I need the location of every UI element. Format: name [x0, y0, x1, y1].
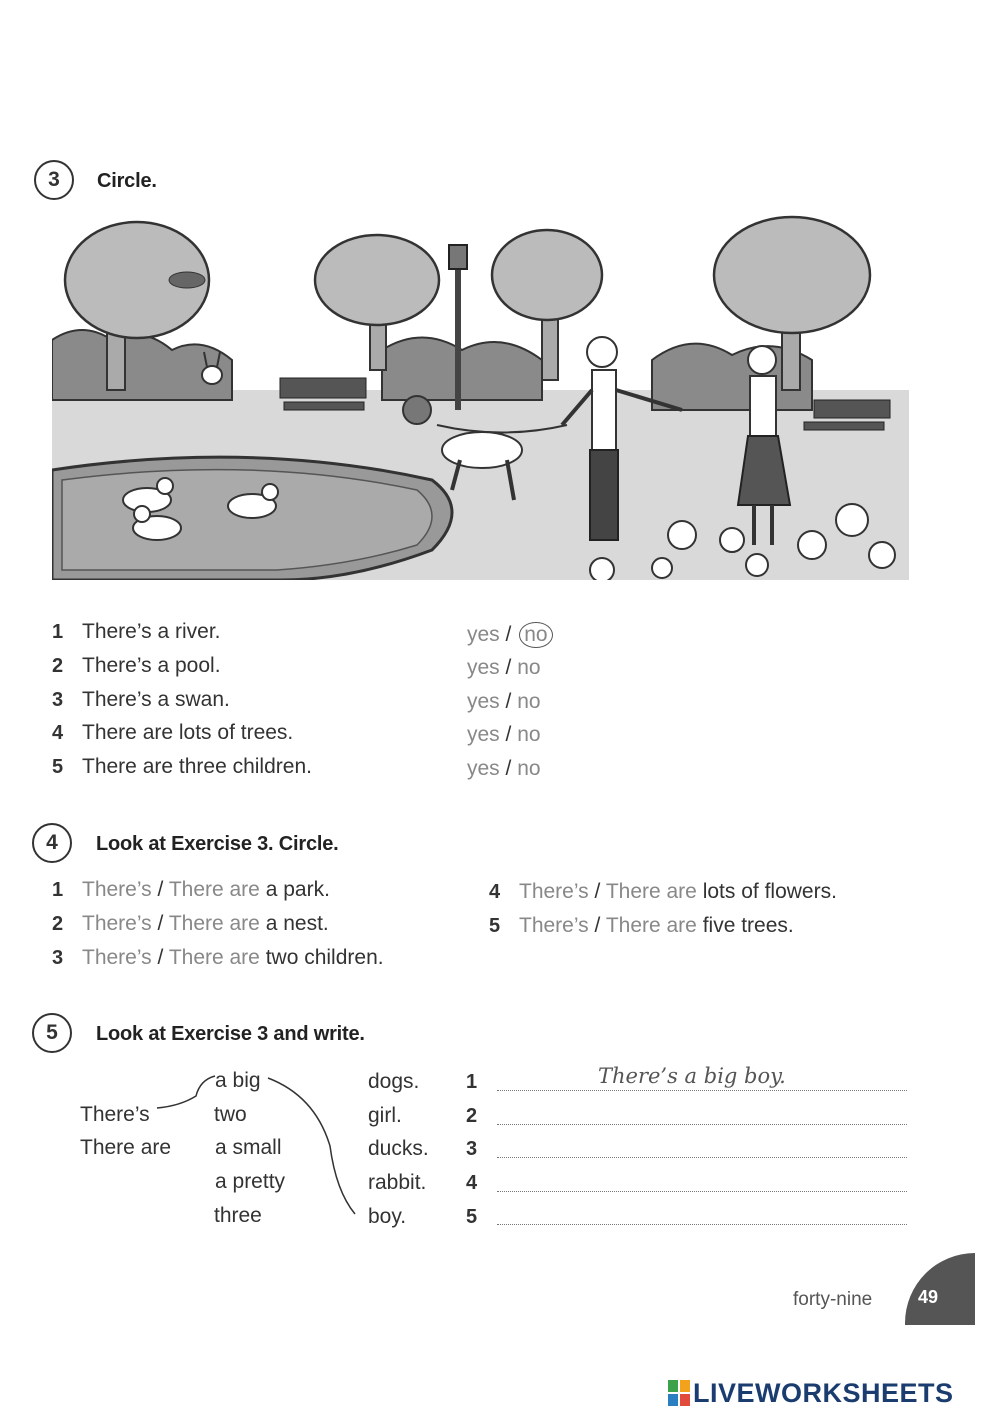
slash: / [505, 623, 512, 646]
answer-line-3[interactable] [497, 1157, 907, 1158]
ex4-item-4[interactable] [519, 880, 837, 904]
ex4-item-5-number: 5 [489, 915, 501, 937]
answer-line-2[interactable] [497, 1124, 907, 1125]
ex4-item-2[interactable] [82, 912, 329, 936]
yes-option[interactable]: yes [467, 757, 500, 780]
word-dogs: dogs. [368, 1070, 420, 1093]
ex4-item-1-number: 1 [52, 879, 64, 901]
sentence-end: lots of flowers. [702, 880, 837, 903]
ex3-item-4-text: There are lots of trees. [82, 721, 294, 744]
yes-option[interactable]: yes [467, 690, 500, 713]
no-option[interactable]: no [517, 757, 541, 780]
exercise-5-title: Look at Exercise 3 and write. [96, 1023, 365, 1045]
ex3-item-2-options[interactable] [467, 656, 541, 680]
ex3-item-5-number: 5 [52, 756, 64, 778]
sentence-end: a park. [265, 878, 330, 901]
no-option[interactable]: no [517, 656, 541, 679]
sentence-end: a nest. [265, 912, 329, 935]
theres-option[interactable]: There’s [82, 946, 152, 969]
word-theres: There’s [80, 1103, 150, 1126]
theres-option[interactable]: There’s [82, 878, 152, 901]
ex4-item-4-number: 4 [489, 881, 501, 903]
ex3-item-1-text: There’s a river. [82, 620, 221, 643]
yes-option[interactable]: yes [467, 656, 500, 679]
word-ducks: ducks. [368, 1137, 429, 1160]
slash: / [594, 914, 601, 937]
theres-option[interactable]: There’s [82, 912, 152, 935]
slash: / [505, 690, 512, 713]
ex3-item-3-options[interactable] [467, 690, 541, 714]
ex3-item-3-text: There’s a swan. [82, 688, 230, 711]
ex5-line-3-number: 3 [466, 1138, 478, 1160]
ex4-item-3[interactable] [82, 946, 384, 970]
there-are-option[interactable]: There are [168, 946, 260, 969]
ex3-item-1-number: 1 [52, 621, 64, 643]
slash: / [157, 946, 164, 969]
ex5-line-5-number: 5 [466, 1206, 478, 1228]
there-are-option[interactable]: There are [605, 914, 697, 937]
sentence-end: five trees. [702, 914, 794, 937]
park-illustration [52, 210, 909, 580]
word-three: three [214, 1204, 262, 1227]
ex4-item-3-number: 3 [52, 947, 64, 969]
ex3-item-4-number: 4 [52, 722, 64, 744]
ex4-item-1[interactable] [82, 878, 330, 902]
slash: / [505, 723, 512, 746]
ex5-line-4-number: 4 [466, 1172, 478, 1194]
word-boy: boy. [368, 1205, 407, 1228]
ex3-item-5-options[interactable] [467, 757, 541, 781]
there-are-option[interactable]: There are [605, 880, 697, 903]
slash: / [157, 912, 164, 935]
page-tab [905, 1253, 975, 1325]
exercise-4-number: 4 [32, 823, 72, 863]
exercise-3-title: Circle. [97, 170, 157, 192]
answer-line-1[interactable] [497, 1090, 907, 1091]
there-are-option[interactable]: There are [168, 912, 260, 935]
ex4-item-5[interactable] [519, 914, 794, 938]
word-there-are: There are [80, 1136, 172, 1159]
ex3-item-4-options[interactable] [467, 723, 541, 747]
slash: / [505, 656, 512, 679]
theres-option[interactable]: There’s [519, 880, 589, 903]
slash: / [157, 878, 164, 901]
ex3-item-2-text: There’s a pool. [82, 654, 221, 677]
ex5-line-1-number: 1 [466, 1071, 478, 1093]
answer-line-5[interactable] [497, 1224, 907, 1225]
yes-option[interactable]: yes [467, 623, 500, 646]
there-are-option[interactable]: There are [168, 878, 260, 901]
word-a-pretty: a pretty [215, 1170, 286, 1193]
brand-logo-text: LIVEWORKSHEETS [693, 1378, 954, 1408]
liveworksheets-logo-icon [668, 1380, 690, 1406]
word-a-big: a big [215, 1069, 261, 1092]
page-number-word: forty-nine [793, 1289, 873, 1310]
no-option[interactable]: no [517, 723, 541, 746]
ex3-item-3-number: 3 [52, 689, 64, 711]
word-a-small: a small [215, 1136, 282, 1159]
ex4-item-2-number: 2 [52, 913, 64, 935]
ex3-item-2-number: 2 [52, 655, 64, 677]
example-answer: There’s a big boy. [598, 1064, 786, 1088]
answer-line-4[interactable] [497, 1191, 907, 1192]
ex3-item-1-options[interactable] [467, 622, 553, 648]
ex3-item-5-text: There are three children. [82, 755, 312, 778]
exercise-4-title: Look at Exercise 3. Circle. [96, 833, 339, 855]
exercise-3-number: 3 [34, 160, 74, 200]
word-girl: girl. [368, 1104, 402, 1127]
no-option[interactable]: no [519, 622, 552, 648]
yes-option[interactable]: yes [467, 723, 500, 746]
page-number: 49 [918, 1287, 939, 1307]
no-option[interactable]: no [517, 690, 541, 713]
word-rabbit: rabbit. [368, 1171, 427, 1194]
slash: / [505, 757, 512, 780]
sentence-end: two children. [265, 946, 384, 969]
ex5-line-2-number: 2 [466, 1105, 478, 1127]
exercise-5-number: 5 [32, 1013, 72, 1053]
slash: / [594, 880, 601, 903]
theres-option[interactable]: There’s [519, 914, 589, 937]
word-two: two [214, 1103, 247, 1126]
